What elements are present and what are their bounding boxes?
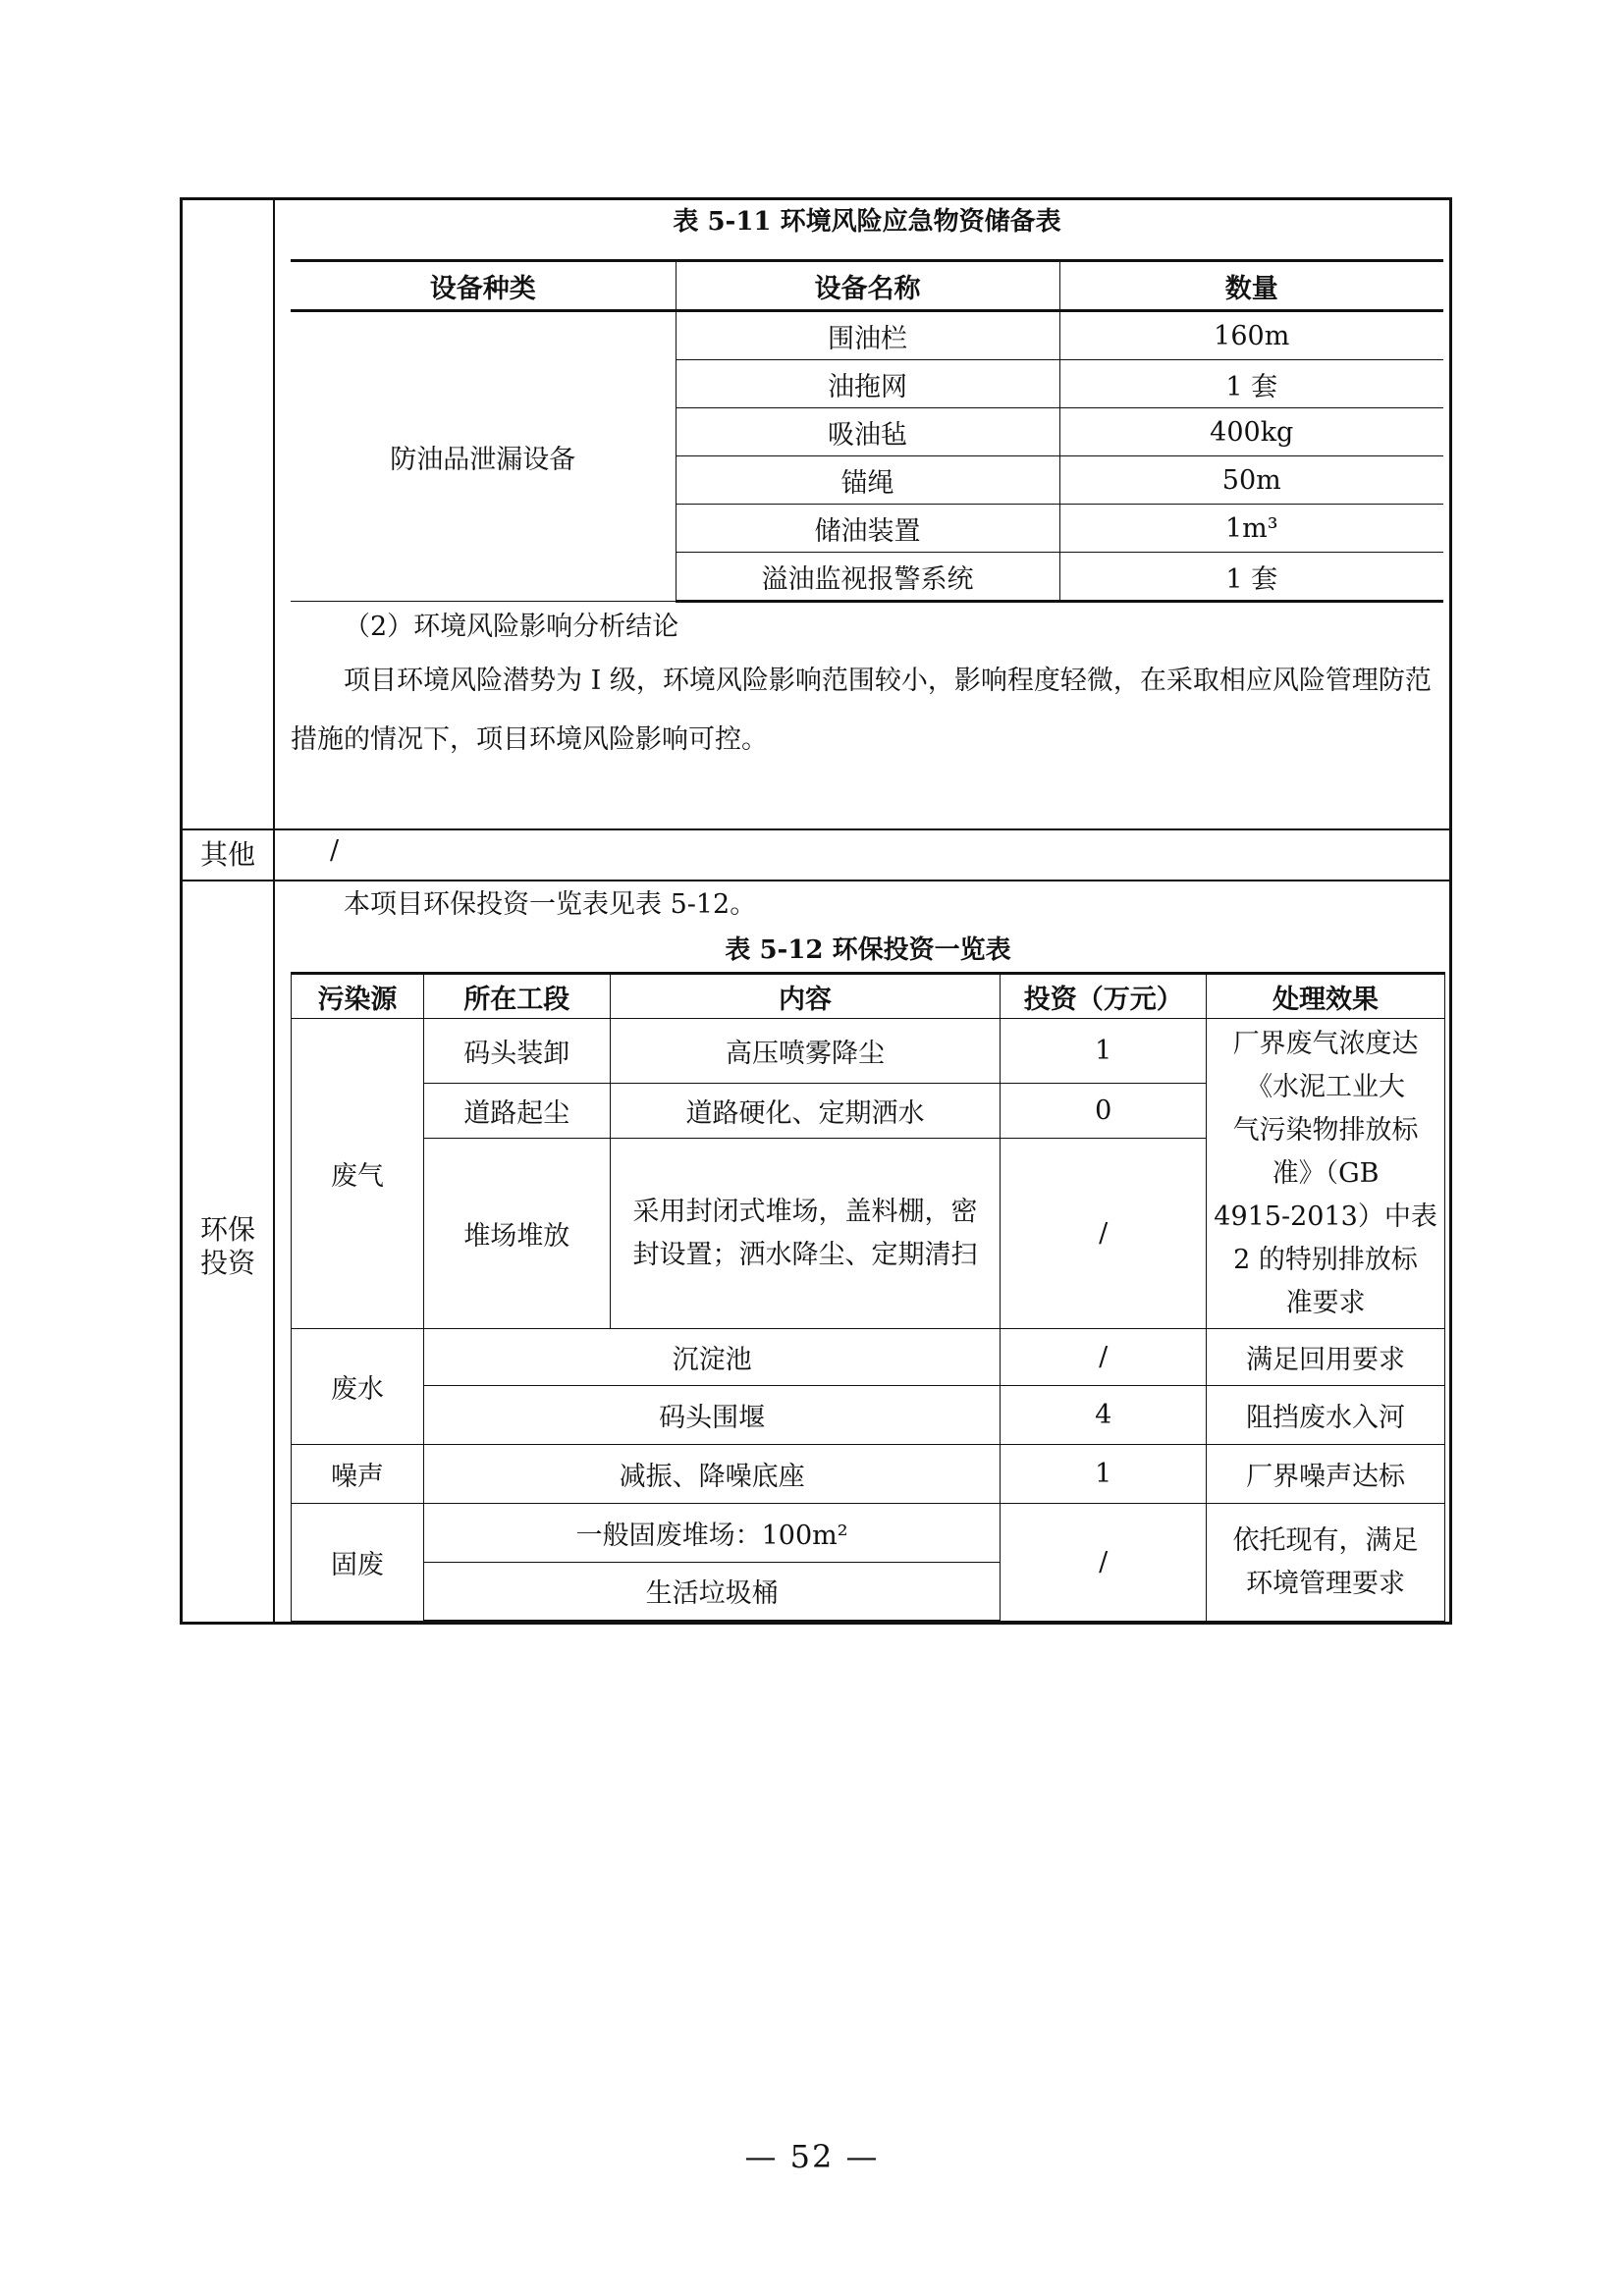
equipment-name: 围油栏 <box>676 311 1059 360</box>
header-content: 内容 <box>610 974 1001 1019</box>
effect-line: 2 的特别排放标 <box>1233 1244 1418 1275</box>
source-solid-waste: 固废 <box>292 1504 424 1622</box>
equipment-name: 锚绳 <box>676 456 1059 505</box>
table-header-row <box>291 261 1443 311</box>
investment-intro: 本项目环保投资一览表见表 5-12。 <box>344 889 757 920</box>
effect-cell: 满足回用要求 <box>1207 1329 1445 1386</box>
table-5-12-caption: 表 5-12 环保投资一览表 <box>725 935 1011 965</box>
content-cell: 生活垃圾桶 <box>423 1563 1000 1622</box>
table-5-11 <box>291 259 1443 603</box>
equipment-name: 吸油毡 <box>676 408 1059 456</box>
effect-line: 依托现有，满足 <box>1232 1524 1419 1556</box>
equipment-name: 储油装置 <box>676 505 1059 553</box>
header-category: 设备种类 <box>291 261 676 311</box>
conclusion-heading: （2）环境风险影响分析结论 <box>344 612 679 642</box>
effect-line: 准要求 <box>1285 1287 1366 1318</box>
page-frame <box>180 197 1452 1625</box>
page-number: — 52 — <box>744 2138 880 2175</box>
table-5-11-caption: 表 5-11 环境风险应急物资储备表 <box>673 207 1061 237</box>
content-cell: 码头围堰 <box>423 1386 1000 1445</box>
effect-line: 厂界废气浓度达 <box>1232 1028 1419 1059</box>
table-row <box>292 1504 1445 1563</box>
investment-cell: / <box>1001 1329 1207 1386</box>
source-waste-gas: 废气 <box>292 1019 424 1329</box>
other-label: 其他 <box>199 838 255 871</box>
header-investment: 投资（万元） <box>1001 974 1207 1019</box>
effect-line: 《水泥工业大 <box>1246 1071 1406 1102</box>
invest-label-line2: 投资 <box>199 1247 255 1279</box>
equipment-name: 油拖网 <box>676 360 1059 408</box>
investment-cell: / <box>1001 1139 1207 1329</box>
table-row <box>292 1386 1445 1445</box>
invest-label <box>183 1213 273 1280</box>
investment-section <box>291 881 1445 1624</box>
equipment-quantity: 1 套 <box>1059 360 1443 408</box>
equipment-category: 防油品泄漏设备 <box>291 311 676 602</box>
effect-waste-gas <box>1207 1019 1445 1329</box>
effect-cell: 厂界噪声达标 <box>1207 1445 1445 1504</box>
investment-cell: / <box>1001 1504 1207 1622</box>
stage-cell: 码头装卸 <box>423 1019 610 1084</box>
table-row <box>292 1329 1445 1386</box>
stage-cell: 堆场堆放 <box>423 1139 610 1329</box>
stage-cell: 道路起尘 <box>423 1084 610 1139</box>
header-source: 污染源 <box>292 974 424 1019</box>
content-line: 采用封闭式堆场，盖料棚，密 <box>632 1196 978 1227</box>
equipment-name: 溢油监视报警系统 <box>676 553 1059 602</box>
invest-label-line1: 环保 <box>199 1213 255 1246</box>
investment-cell: 4 <box>1001 1386 1207 1445</box>
content-cell: 沉淀池 <box>423 1329 1000 1386</box>
header-stage: 所在工段 <box>423 974 610 1019</box>
table-row <box>292 1445 1445 1504</box>
source-waste-water: 废水 <box>292 1329 424 1445</box>
equipment-quantity: 1m³ <box>1059 505 1443 553</box>
content-line: 封设置；洒水降尘、定期清扫 <box>632 1239 978 1270</box>
effect-solid-waste <box>1207 1504 1445 1622</box>
equipment-quantity: 50m <box>1059 456 1443 505</box>
table-row <box>291 311 1443 360</box>
source-noise: 噪声 <box>292 1445 424 1504</box>
equipment-quantity: 160m <box>1059 311 1443 360</box>
table-row <box>292 1019 1445 1084</box>
content-cell: 减振、降噪底座 <box>423 1445 1000 1504</box>
header-quantity: 数量 <box>1059 261 1443 311</box>
row-divider <box>183 828 1449 830</box>
conclusion-text: 项目环境风险潜势为 I 级，环境风险影响范围较小，影响程度轻微，在采取相应风险管理防范措施的情况下，项目环境风险影响可控。 <box>291 666 1432 755</box>
header-effect: 处理效果 <box>1207 974 1445 1019</box>
table-header-row <box>292 974 1445 1019</box>
table-5-12 <box>291 972 1445 1624</box>
effect-line: 气污染物排放标 <box>1232 1114 1419 1146</box>
label-column-divider <box>273 200 275 1622</box>
equipment-quantity: 400kg <box>1059 408 1443 456</box>
risk-section <box>291 202 1443 770</box>
effect-cell: 阻挡废水入河 <box>1207 1386 1445 1445</box>
effect-line: 环境管理要求 <box>1246 1568 1406 1599</box>
effect-line: 4915-2013）中表 <box>1214 1201 1437 1232</box>
equipment-quantity: 1 套 <box>1059 553 1443 602</box>
content-cell <box>610 1139 1001 1329</box>
other-value: / <box>330 835 340 866</box>
content-cell: 道路硬化、定期洒水 <box>610 1084 1001 1139</box>
investment-cell: 0 <box>1001 1084 1207 1139</box>
header-name: 设备名称 <box>676 261 1059 311</box>
investment-cell: 1 <box>1001 1445 1207 1504</box>
content-cell: 高压喷雾降尘 <box>610 1019 1001 1084</box>
content-cell: 一般固废堆场：100m² <box>423 1504 1000 1563</box>
investment-cell: 1 <box>1001 1019 1207 1084</box>
effect-line: 准》（GB <box>1272 1157 1380 1189</box>
